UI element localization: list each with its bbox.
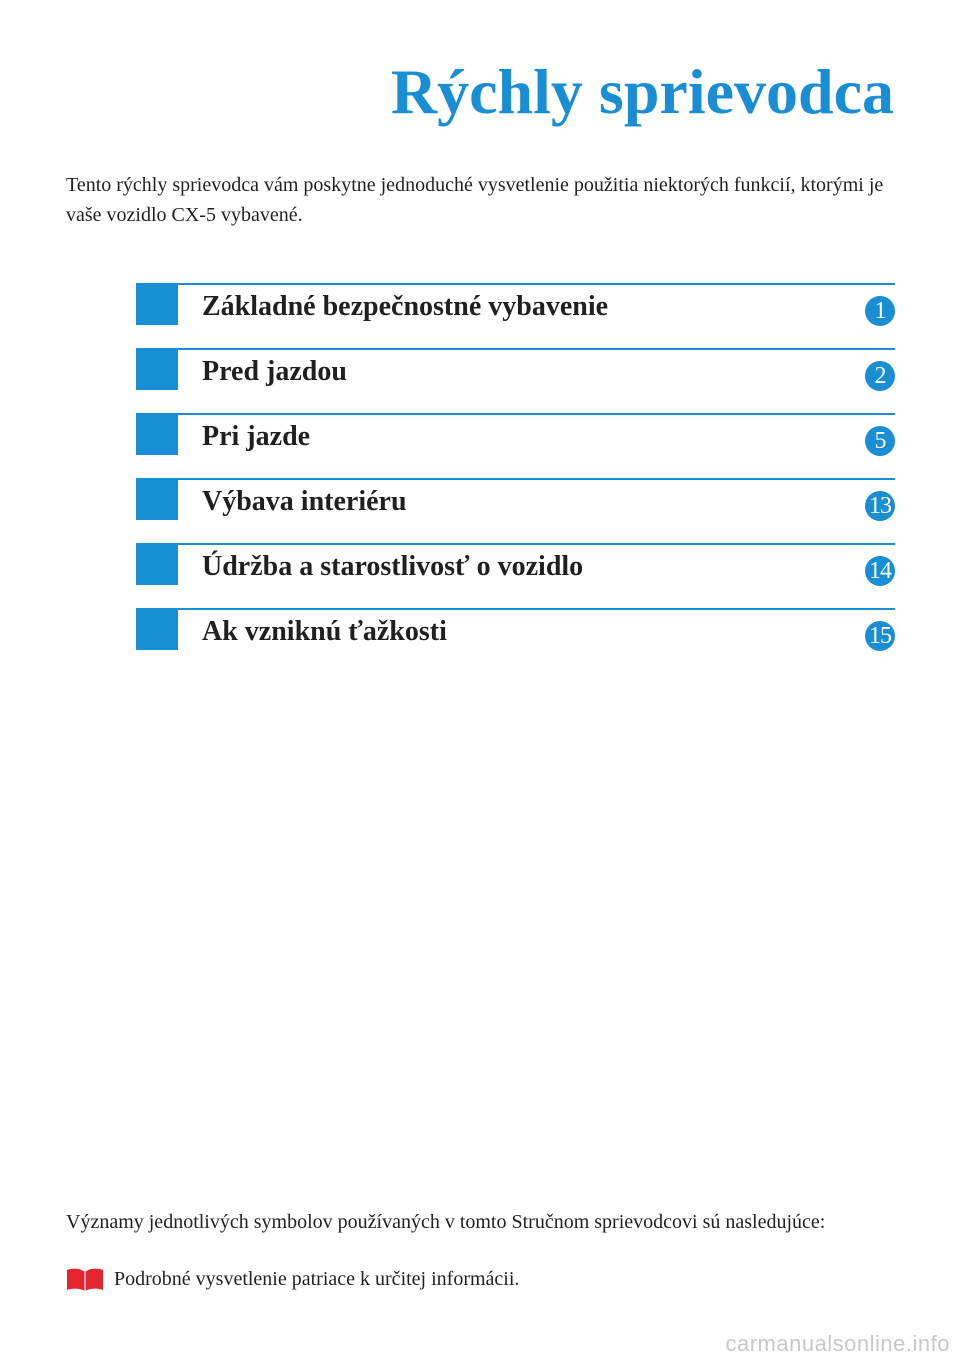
page-title: Rýchly sprievodca: [390, 56, 894, 127]
toc-item-label: Pred jazdou: [202, 356, 347, 387]
toc-item-label: Základné bezpečnostné vybavenie: [202, 291, 609, 322]
toc-page-badge: 13: [865, 491, 895, 521]
toc-item[interactable]: [136, 543, 895, 608]
toc-item[interactable]: [136, 608, 895, 673]
toc-item-label: Údržba a starostlivosť o vozidlo: [202, 551, 584, 582]
toc-divider: [178, 348, 895, 350]
table-of-contents: [136, 283, 895, 673]
toc-item[interactable]: [136, 478, 895, 543]
toc-divider: [178, 608, 895, 610]
toc-divider: [178, 478, 895, 480]
toc-marker: [136, 608, 178, 650]
toc-divider: [178, 413, 895, 415]
book-icon: [66, 1266, 104, 1292]
toc-marker: [136, 543, 178, 585]
toc-divider: [178, 543, 895, 545]
toc-divider: [178, 283, 895, 285]
toc-page-badge: 14: [865, 556, 895, 586]
watermark: carmanualsonline.info: [725, 1331, 950, 1356]
toc-page-badge: 15: [865, 621, 895, 651]
toc-item[interactable]: [136, 348, 895, 413]
toc-item[interactable]: [136, 283, 895, 348]
toc-marker: [136, 478, 178, 520]
toc-item-label: Ak vzniknú ťažkosti: [202, 616, 447, 647]
toc-item[interactable]: [136, 413, 895, 478]
toc-item-label: Výbava interiéru: [202, 486, 407, 517]
legend-item-text: Podrobné vysvetlenie patriace k určitej informácii.: [114, 1267, 520, 1290]
toc-marker: [136, 283, 178, 325]
intro-text: Tento rýchly sprievodca vám poskytne jednoduché vysvetlenie použitia niektorých funkcií, ktorými je vaše vozidlo CX-5 vybavené.: [66, 174, 884, 226]
toc-page-badge: 5: [865, 426, 895, 456]
toc-marker: [136, 413, 178, 455]
legend-intro: Významy jednotlivých symbolov používaných v tomto Stručnom sprievodcovi sú nasledujúce:: [66, 1211, 826, 1233]
toc-item-label: Pri jazde: [202, 421, 311, 452]
legend-item: [66, 1266, 519, 1292]
toc-marker: [136, 348, 178, 390]
toc-page-badge: 1: [865, 296, 895, 326]
toc-page-badge: 2: [865, 361, 895, 391]
